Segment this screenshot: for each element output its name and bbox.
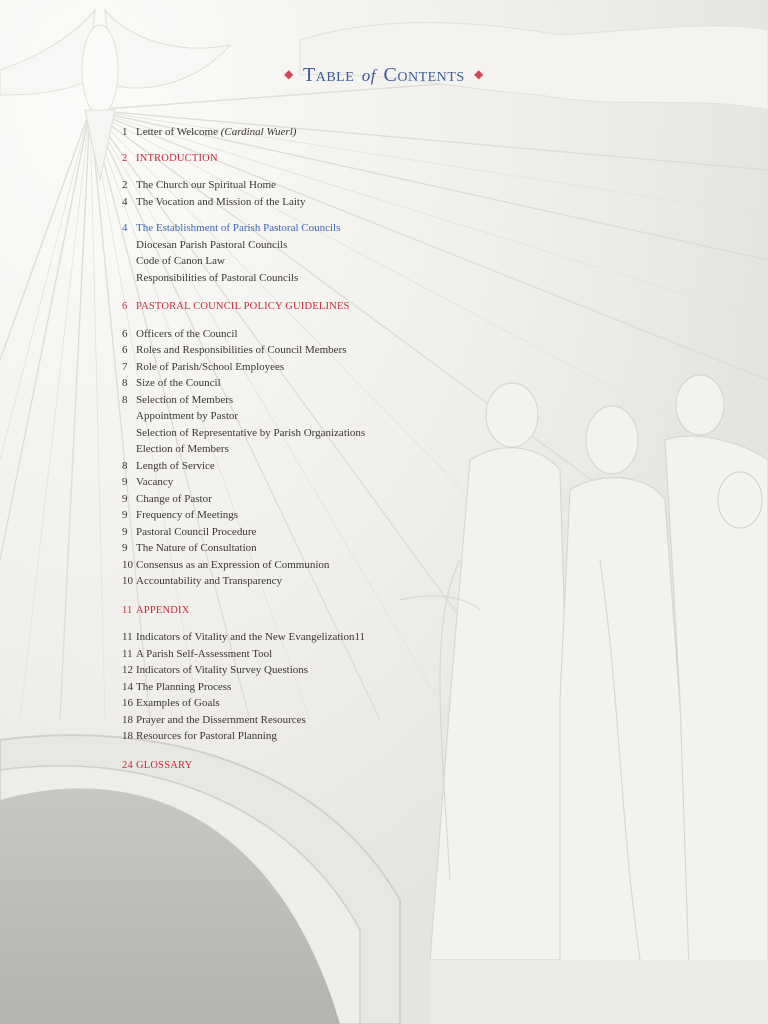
toc-page-number: 7 [122,360,128,373]
toc-entry-label: Resources for Pastoral Planning [136,730,277,742]
toc-subsection-establishment[interactable] [114,220,534,237]
toc-entry[interactable] [114,458,534,475]
toc-entry-label: Change of Pastor [136,492,212,505]
toc-page-number: 6 [122,327,128,340]
toc-entry-label: Indicators of Vitality and the New Evangelization11 [136,631,366,643]
toc-page-number: 18 [122,713,133,726]
toc-entry-label: Letter of Welcome (Cardinal Wuerl) [136,126,297,138]
toc-entry[interactable] [114,695,534,712]
toc-entry[interactable] [114,679,534,696]
toc-entry-label: Selection of Members [136,393,234,406]
toc-entry-label: Consensus as an Expression of Communion [136,558,330,571]
toc-section-label: APPENDIX [136,604,190,616]
toc-section-glossary[interactable] [114,758,534,775]
toc-page-number: 2 [122,152,128,164]
toc-entry[interactable] [114,507,534,524]
toc-page-number: 18 [122,730,133,742]
toc-entry[interactable] [114,646,534,663]
toc-section-guidelines[interactable] [114,299,534,316]
toc-page-number: 9 [122,492,128,505]
toc-entry-label: Responsibilities of Pastoral Councils [136,271,299,284]
toc-page-number: 9 [122,476,128,488]
toc-guidelines-list [114,326,534,590]
table-of-contents [114,124,534,774]
toc-appendix-list [114,629,534,745]
toc-page-number: 8 [122,377,128,389]
toc-page-number: 6 [122,344,128,356]
toc-entry[interactable] [114,237,534,254]
title-word-table: Table [303,64,355,86]
toc-entry[interactable] [114,326,534,343]
toc-section-label: GLOSSARY [136,759,193,771]
toc-entry-label: Election of Members [136,443,229,455]
toc-entry[interactable] [114,270,534,287]
toc-page-number: 10 [122,558,133,571]
toc-entry[interactable] [114,712,534,729]
toc-page-number: 16 [122,697,133,709]
toc-page-number: 9 [122,509,128,521]
toc-page-number: 1 [122,126,128,138]
toc-section-label: PASTORAL COUNCIL POLICY GUIDELINES [136,301,350,312]
toc-page-number: 12 [122,664,133,676]
toc-page-number: 11 [122,647,133,660]
toc-entry-label: Accountability and Transparency [136,575,283,587]
title-word-contents: Contents [383,64,465,86]
toc-section-label: INTRODUCTION [136,152,218,164]
toc-page-number: 24 [122,759,133,771]
toc-entry-label: Pastoral Council Procedure [136,525,257,538]
toc-entry-label: Appointment by Pastor [136,410,239,422]
toc-entry-label: The Planning Process [136,680,232,693]
toc-entry[interactable] [114,662,534,679]
toc-entry-label: Selection of Representative by Parish Organizations [136,426,366,439]
toc-entry[interactable] [114,629,534,646]
toc-entry[interactable] [114,540,534,557]
toc-entry-label: The Vocation and Mission of the Laity [136,195,306,208]
toc-entry-label: Examples of Goals [136,697,220,709]
toc-entry-welcome[interactable] [114,124,534,141]
toc-entry[interactable] [114,408,534,425]
page-title [0,64,768,87]
toc-entry[interactable] [114,177,534,194]
toc-entry-label: Code of Canon Law [136,255,225,267]
toc-entry[interactable] [114,425,534,442]
toc-entry[interactable] [114,375,534,392]
toc-entry[interactable] [114,491,534,508]
diamond-ornament-icon: ◆ [474,67,484,81]
toc-entry-label: Frequency of Meetings [136,509,239,521]
toc-entry-label: Size of the Council [136,377,221,389]
toc-entry-label: The Church our Spiritual Home [136,179,276,191]
toc-entry-label: Role of Parish/School Employees [136,360,285,373]
toc-entry-label: Vacancy [136,476,174,488]
toc-entry[interactable] [114,441,534,458]
toc-entry-label: Indicators of Vitality Survey Questions [136,664,309,676]
toc-page-number: 14 [122,680,133,693]
toc-establishment-list [114,237,534,287]
toc-entry[interactable] [114,573,534,590]
toc-page-number: 8 [122,459,128,472]
toc-section-appendix[interactable] [114,603,534,620]
toc-section-introduction[interactable] [114,151,534,168]
toc-page-number: 10 [122,575,133,587]
toc-page-number: 2 [122,179,128,191]
toc-entry[interactable] [114,342,534,359]
toc-page-number: 11 [122,604,133,616]
toc-entry-label: Length of Service [136,459,215,472]
toc-entry-label: The Nature of Consultation [136,542,257,554]
toc-entry[interactable] [114,194,534,211]
toc-page-number: 6 [122,301,128,312]
toc-entry[interactable] [114,392,534,409]
toc-introduction-list [114,177,534,210]
toc-entry[interactable] [114,253,534,270]
toc-entry-label: Prayer and the Dissernment Resources [136,713,306,726]
toc-page-number: 4 [122,222,128,234]
toc-entry[interactable] [114,557,534,574]
toc-entry[interactable] [114,359,534,376]
toc-entry[interactable] [114,524,534,541]
toc-entry-label: Diocesan Parish Pastoral Councils [136,238,288,251]
toc-entry-label: Roles and Responsibilities of Council Members [136,344,347,356]
toc-entry[interactable] [114,474,534,491]
toc-page-number: 9 [122,542,128,554]
toc-subsection-label: The Establishment of Parish Pastoral Councils [136,222,341,234]
toc-page-number: 8 [122,393,128,406]
toc-page-number: 11 [122,631,133,643]
toc-entry-label: A Parish Self-Assessment Tool [136,647,273,660]
toc-entry-note: (Cardinal Wuerl) [220,126,297,138]
diamond-ornament-icon: ◆ [284,67,294,81]
title-word-of: of [361,66,377,85]
toc-page-number: 9 [122,525,128,538]
toc-entry[interactable] [114,728,534,745]
toc-entry-label: Officers of the Council [136,327,238,340]
toc-page-number: 4 [122,195,128,208]
